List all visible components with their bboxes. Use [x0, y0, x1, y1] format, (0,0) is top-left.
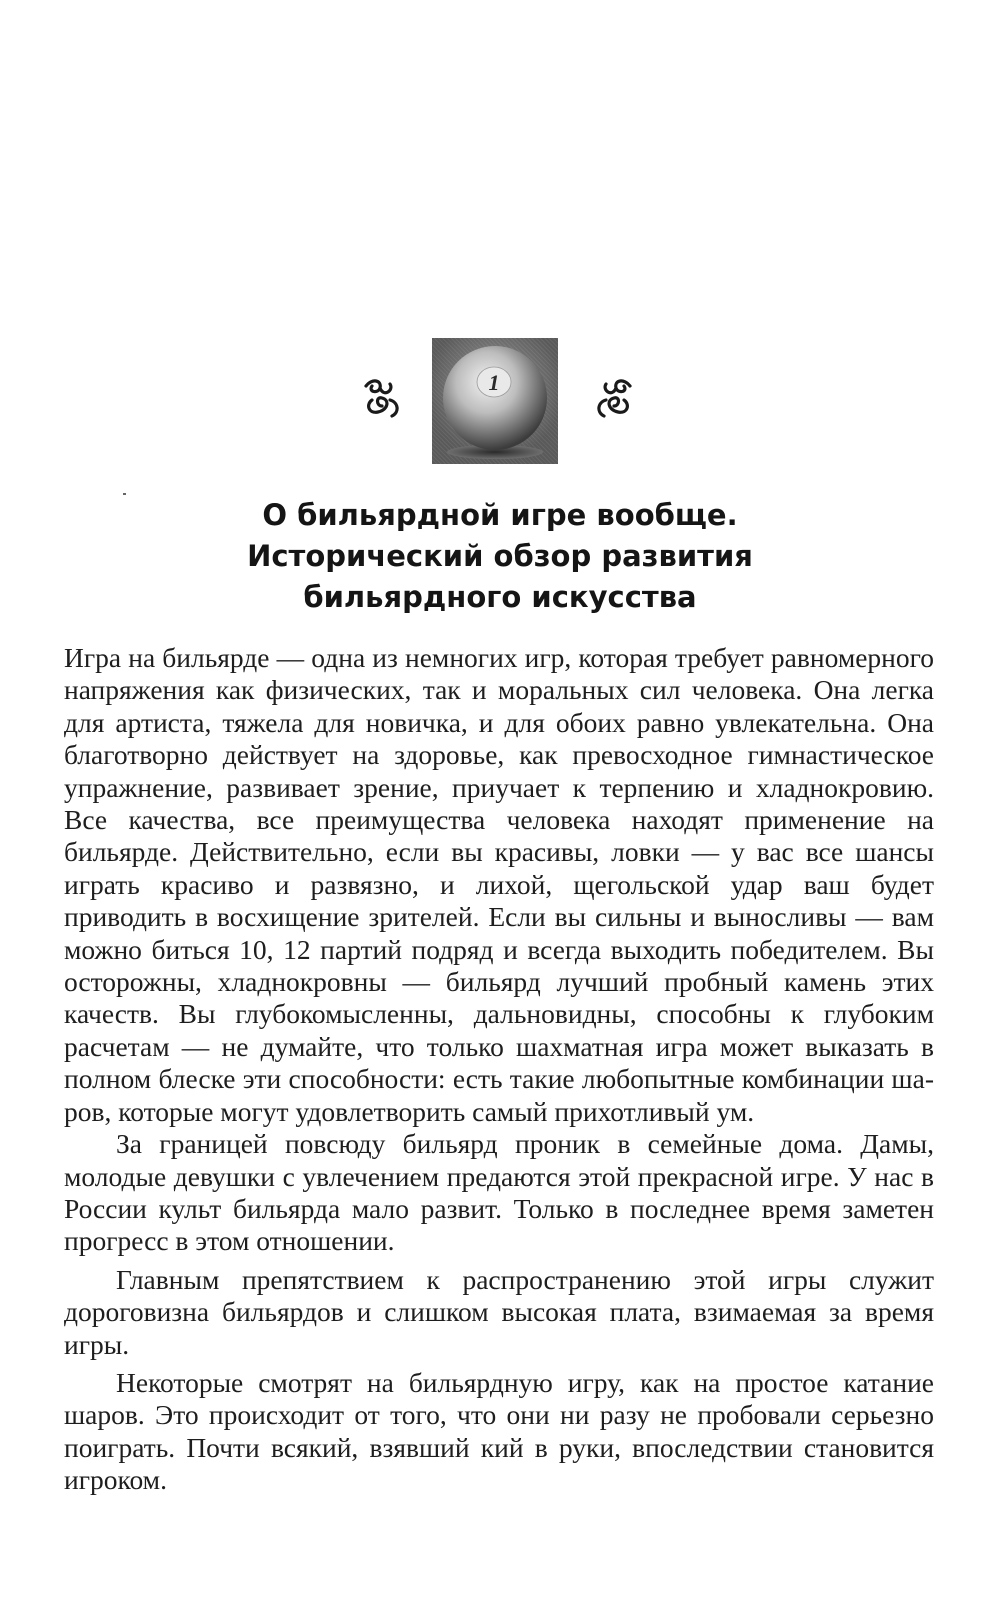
chapter-title-line: бильярдного искусства — [303, 580, 697, 614]
chapter-title-line: Исторический обзор развития — [247, 539, 753, 573]
chapter-emblem — [0, 338, 1000, 468]
paragraph: Главным препятствием к распространению этой игры служит дороговизна бильярдов и слишком высокая плата, взимаемая за время игры. — [64, 1263, 934, 1360]
paragraph: За границей повсюду бильярд проник в семейные дома. Дамы, молодые девушки с увлечением предаются этой прекрасной игре. У нас в России культ бильярда мало развит. Только в последнее время заметен прогресс в этом отношении. — [64, 1128, 934, 1257]
billiard-ball-icon — [432, 338, 558, 464]
chapter-title-line: О бильярдной игре вообще. — [262, 498, 738, 532]
chapter-title — [0, 495, 1000, 618]
right-ornament-icon — [592, 376, 636, 420]
left-ornament-icon — [360, 376, 404, 420]
body-text — [64, 642, 934, 1497]
paragraph: Некоторые смотрят на бильярдную игру, как на простое катание шаров. Это происходит от того, что они ни разу не пробовали серьезно поиграть. Почти всякий, взявший кий в руки, впоследствии становится игроком. — [64, 1366, 934, 1496]
ball-number: 1 — [488, 370, 500, 395]
paragraph: Игра на бильярде — одна из немногих игр, которая требует равномерного напряжения как физических, так и моральных сил человека. Она легка для артиста, тяжела для новичка, и для обоих равно увлекательна. Она благотворно действует на здоровье, как превосходное гимнастическое упражнение, развивает зрение, приучает к терпению и хладнокровию. Все качества, все преимущества человека находят применение на бильярде. Действительно, если вы красивы, ловки — у вас все шансы играть красиво и развязно, и лихой, щегольской удар ваш будет приводить в восхищение зрителей. Если вы сильны и выносливы — вам можно биться 10, 12 партий подряд и всегда выходить победителем. Вы осторожны, хладнокровны — бильярд лучший пробный камень этих качеств. Вы глубокомысленны, дальновидны, способны к глубоким расчетам — не думайте, что только шахматная игра может выказать в полном блеске эти способности: есть такие любопытные комбинации шаров, которые могут удовлетворить самый прихотливый ум. — [64, 642, 934, 1127]
billiard-ball-image — [432, 338, 558, 464]
